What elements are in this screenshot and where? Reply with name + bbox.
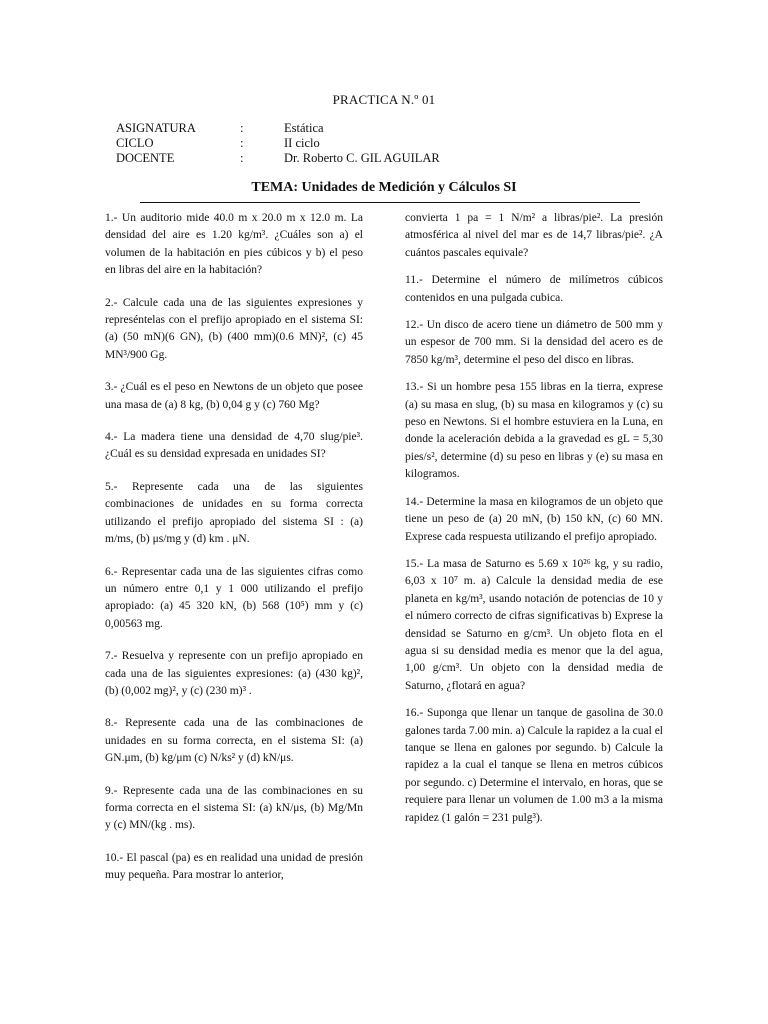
right-column	[405, 210, 663, 837]
problem-10: 10.- El pascal (pa) es en realidad una unidad de presión muy pequeña. Para mostrar lo anterior,	[105, 851, 363, 882]
info-value: Dr. Roberto C. GIL AGUILAR	[284, 151, 440, 165]
problem-8: 8.- Represente cada una de las combinaciones de unidades en su forma correcta, en el sistema SI: (a) GN.μm, (b) kg/μm (c) N/ks² y (d) kN/μs.	[105, 717, 363, 765]
problem-12: 12.- Un disco de acero tiene un diámetro de 500 mm y un espesor de 700 mm. Si la densidad del acero es de 7850 kg/m³, determine el peso del disco en libras.	[405, 319, 663, 366]
problem-16: 16.- Suponga que llenar un tanque de gasolina de 30.0 galones tarda 7.00 min. a) Calcule la rapidez a la cual el tanque se llena en galones por segundo. b) Calcule la rapidez a la cual el tanque se llena en metros cúbicos por segundo. c) Determine el intervalo, en horas, que se requiere para llenar un volumen de 1.00 m3 a la misma rapidez (1 galón = 231 pulg³).	[405, 707, 663, 824]
info-label: DOCENTE	[116, 151, 175, 165]
problem-3: 3.- ¿Cuál es el peso en Newtons de un objeto que posee una masa de (a) 8 kg, (b) 0,04 g y (c) 760 Mg?	[105, 381, 363, 411]
info-row-cycle	[116, 136, 440, 151]
page-title: PRACTICA N.º 01	[332, 92, 436, 107]
problem-10-continued: convierta 1 pa = 1 N/m² a libras/pie². La presión atmosférica al nivel del mar es de 14,7 libras/pie². ¿A cuántos pascales equivale?	[405, 212, 663, 259]
course-info	[116, 121, 440, 166]
problem-15: 15.- La masa de Saturno es 5.69 x 10²⁶ kg, y su radio, 6,03 x 10⁷ m. a) Calcule la densidad media de ese planeta en kg/m³, usando notación de potencias de 10 y el número correcto de cifras significativas b) Exprese la densidad se Saturno en g/cm³. Un objeto flota en el agua si su densidad media es menor que la del agua, 1,00 g/cm³. Un objeto con la densidad media de Saturno, ¿flotará en agua?	[405, 557, 663, 692]
problem-5: 5.- Represente cada una de las siguientes combinaciones de unidades en su forma correcta utilizando el prefijo apropiado del sistema SI : (a) m/ms, (b) μs/mg y (d) km . μN.	[105, 480, 363, 546]
info-colon: :	[240, 136, 244, 150]
problem-13: 13.- Si un hombre pesa 155 libras en la tierra, exprese (a) su masa en slug, (b) su masa en kilogramos y (c) su peso en Newtons. Si el hombre estuviera en la Luna, en donde la aceleración debida a la gravedad es gL = 5,30 pies/s², determine (d) su peso en libras y (e) su masa en kilogramos.	[405, 381, 663, 481]
info-label: ASIGNATURA	[116, 121, 196, 135]
topic-heading: TEMA: Unidades de Medición y Cálculos SI	[251, 180, 517, 195]
problem-14: 14.- Determine la masa en kilogramos de un objeto que tiene un peso de (a) 20 mN, (b) 150 kN, (c) 60 MN. Exprese cada respuesta utilizando el prefijo apropiado.	[405, 495, 663, 543]
problem-9: 9.- Represente cada una de las combinaciones en su forma correcta en el sistema SI: (a) kN/μs, (b) Mg/Mn y (c) MN/(kg . ms).	[105, 784, 363, 832]
info-row-teacher	[116, 151, 440, 166]
info-label: CICLO	[116, 136, 154, 150]
problem-6: 6.- Representar cada una de las siguientes cifras como un número entre 0,1 y 1 000 utilizando el prefijo apropiado: (a) 45 320 kN, (b) 568 (10⁵) mm y (c) 0,00563 mg.	[105, 565, 363, 630]
problem-4: 4.- La madera tiene una densidad de 4,70 slug/pie³. ¿Cuál es su densidad expresada en unidades SI?	[105, 431, 363, 461]
info-row-subject	[116, 121, 440, 136]
topic-underline	[140, 202, 640, 203]
info-value: Estática	[284, 121, 324, 135]
info-colon: :	[240, 121, 244, 135]
problem-7: 7.- Resuelva y represente con un prefijo apropiado en cada una de las siguientes expresiones: (a) (430 kg)², (b) (0,002 mg)², y (c) (230 m)³ .	[105, 650, 363, 697]
problem-11: 11.- Determine el número de milímetros cúbicos contenidos en una pulgada cubica.	[405, 274, 663, 304]
problem-1: 1.- Un auditorio mide 40.0 m x 20.0 m x 12.0 m. La densidad del aire es 1.20 kg/m³. ¿Cuáles son a) el volumen de la habitación en pies cúbicos y b) el peso en libras del aire en la habitación?	[105, 212, 363, 277]
info-value: II ciclo	[284, 136, 320, 150]
problem-2: 2.- Calcule cada una de las siguientes expresiones y represéntelas con el prefijo apropiado en el sistema SI: (a) (50 mN)(6 GN), (b) (400 mm)(0.6 MN)², (c) 45 MN³/900 Gg.	[105, 296, 363, 361]
info-colon: :	[240, 151, 244, 165]
left-column	[105, 210, 363, 900]
